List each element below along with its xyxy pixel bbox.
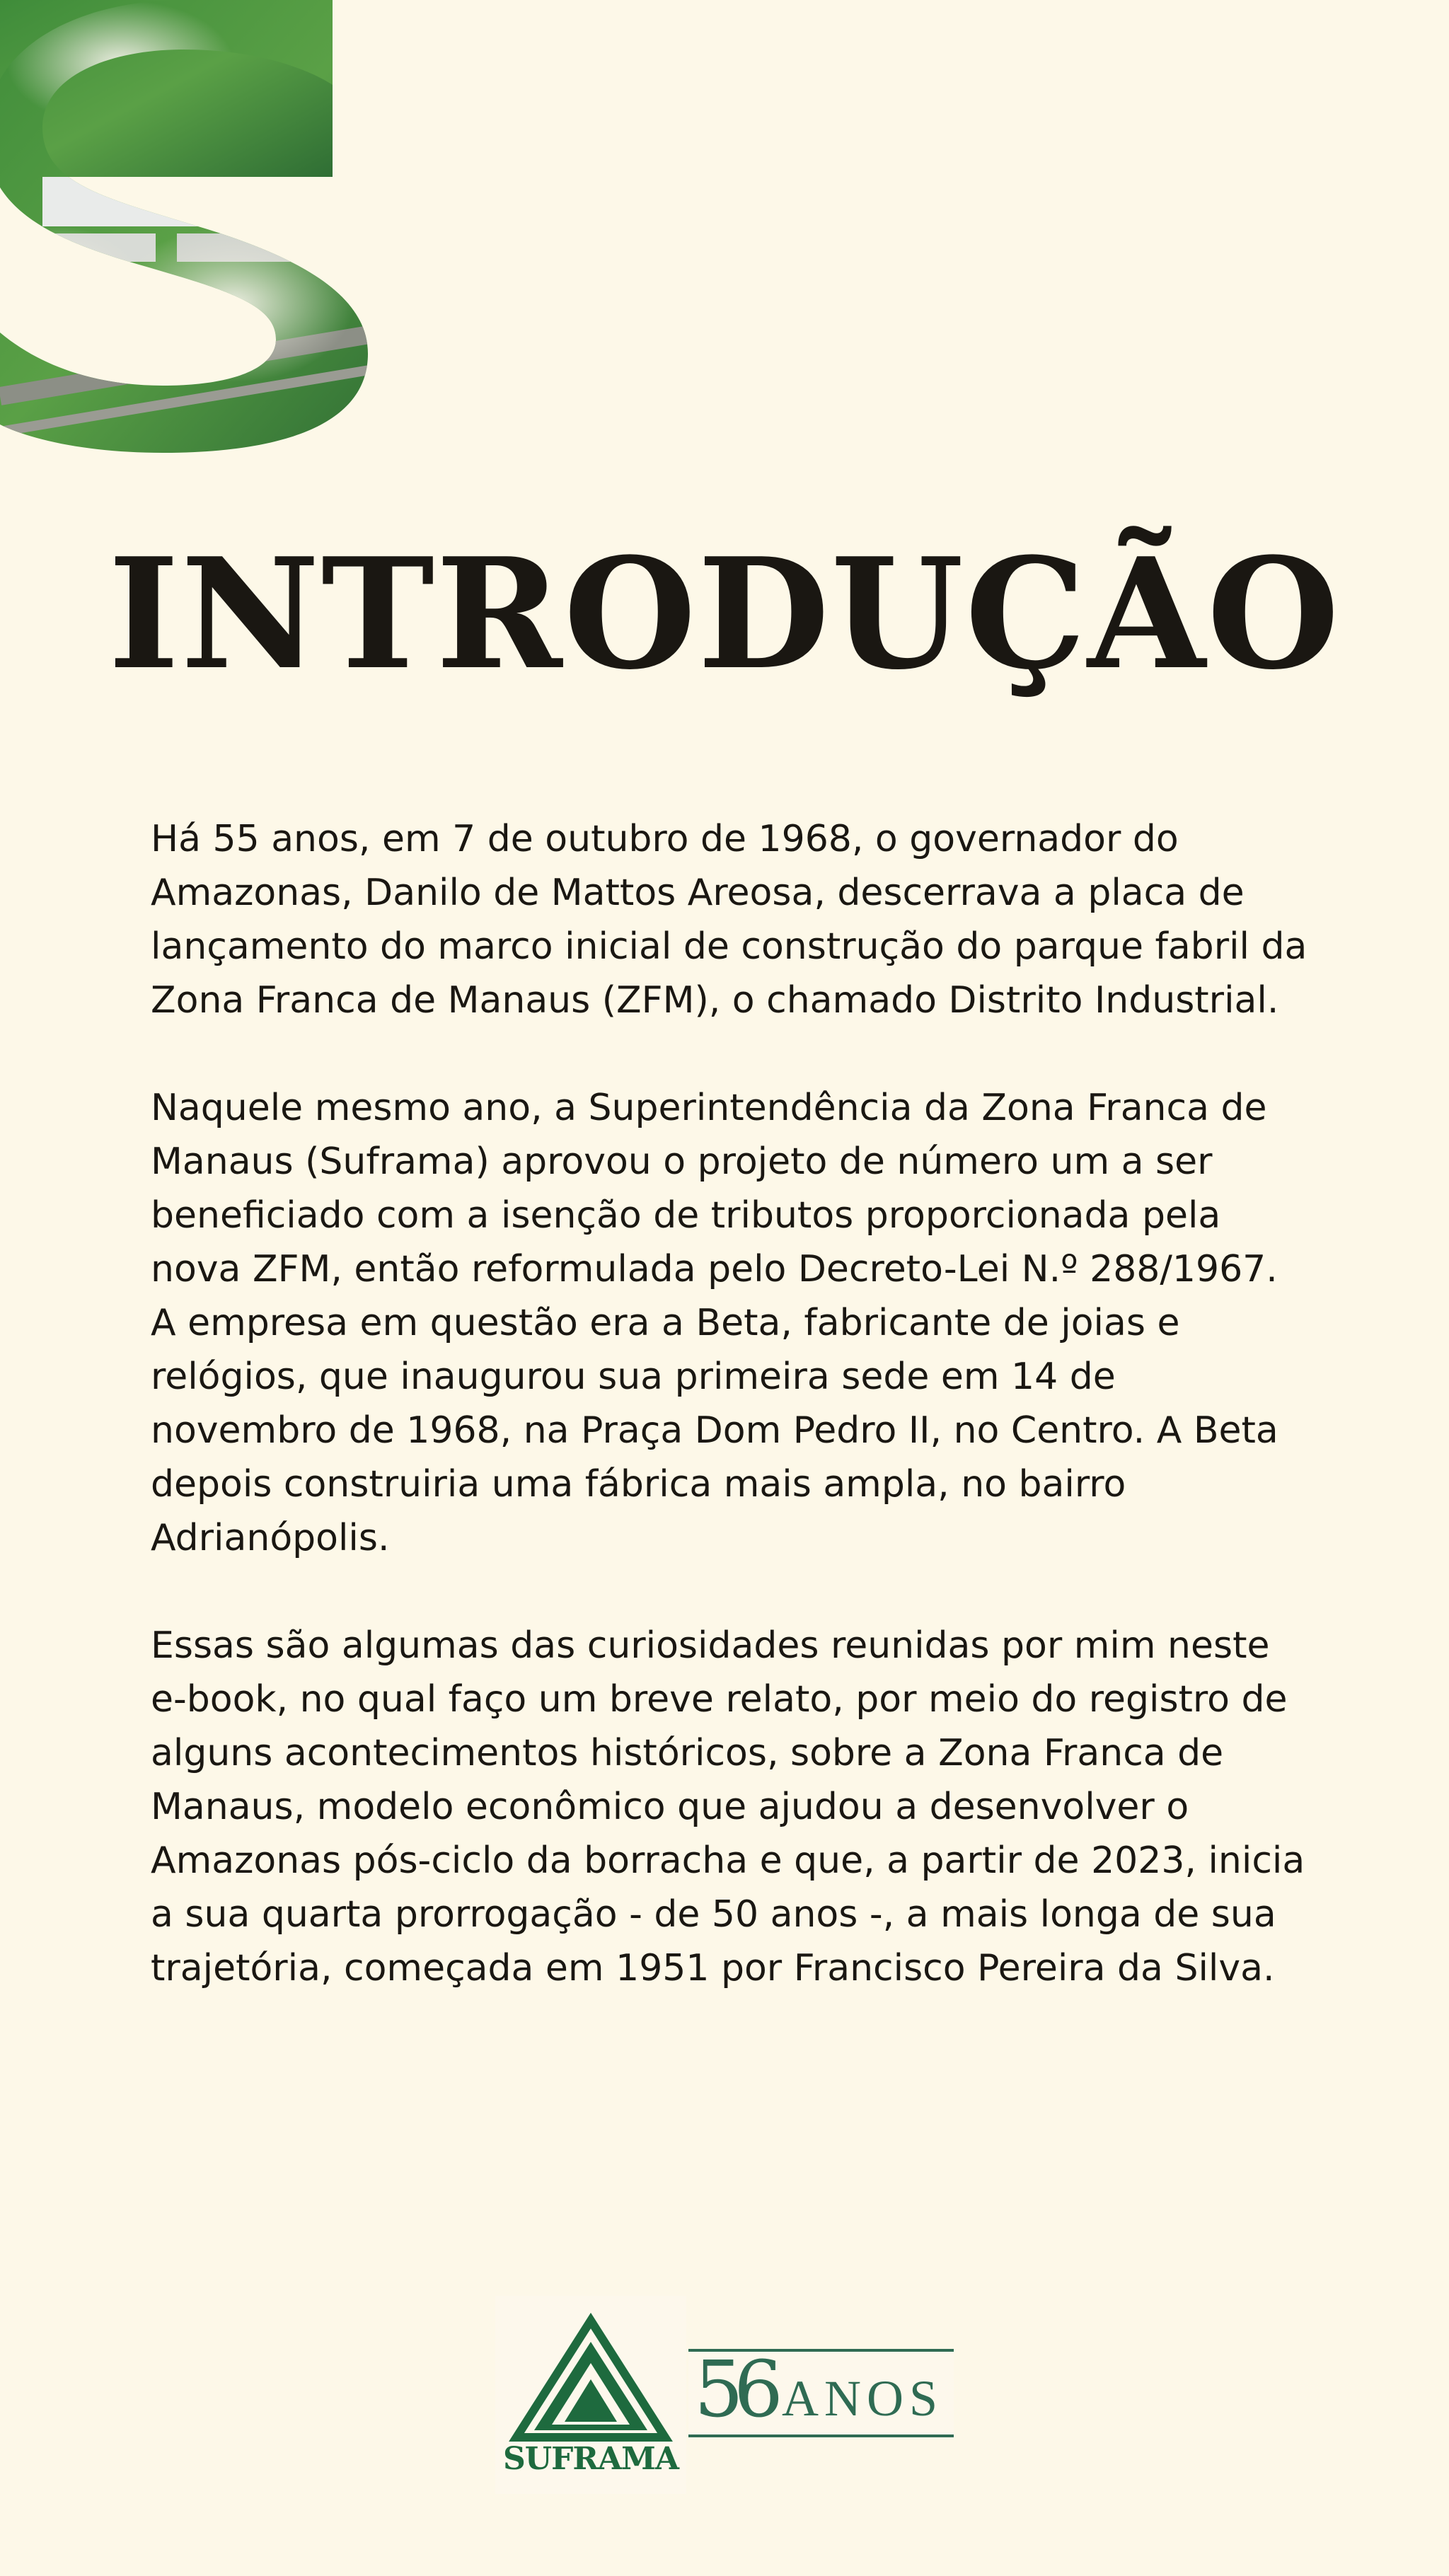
footer-logos: [495, 2296, 962, 2494]
suframa-logo: [495, 2296, 686, 2494]
anniversary-word: ANOS: [782, 2370, 944, 2427]
suframa-triangle-logo-icon: [495, 2296, 686, 2444]
paragraph: Essas são algumas das curiosidades reunidas por mim neste e-book, no qual faço um breve relato, por meio do registro de alguns acontecimentos históricos, sobre a Zona Franca de Manaus, modelo econômico que ajudou a desenvolver o Amazonas pós-ciclo da borracha e que, a partir de 2023, inicia a sua quarta prorrogação - de 50 anos -, a mais longa de sua trajetória, começada em 1951 por Francisco Pereira da Silva.: [151, 1624, 1305, 1989]
page-title: INTRODUÇÃO: [108, 524, 1341, 703]
anniversary-number: 56: [694, 2344, 773, 2435]
anniversary-logo: [688, 2344, 954, 2437]
paragraph: Naquele mesmo ano, a Superintendência da Zona Franca de Manaus (Suframa) aprovou o projeto de número um a ser beneficiado com a isenção de tributos proporcionada pela nova ZFM, então reformulada pelo Decreto-Lei N.º 288/1967. A empresa em questão era a Beta, fabricante de joias e relógios, que inaugurou sua primeira sede em 14 de novembro de 1968, na Praça Dom Pedro II, no Centro. A Beta depois construiria uma fábrica mais ampla, no bairro Adrianópolis.: [151, 1087, 1278, 1559]
suframa-wordmark: SUFRAMA: [503, 2441, 679, 2477]
paragraph: Há 55 anos, em 7 de outubro de 1968, o governador do Amazonas, Danilo de Mattos Areosa, descerrava a placa de lançamento do marco inicial de construção do parque fabril da Zona Franca de Manaus (ZFM), o chamado Distrito Industrial.: [151, 818, 1307, 1022]
intro-text: [151, 812, 1311, 2049]
decorative-letter-s-photo-icon: [0, 0, 382, 460]
